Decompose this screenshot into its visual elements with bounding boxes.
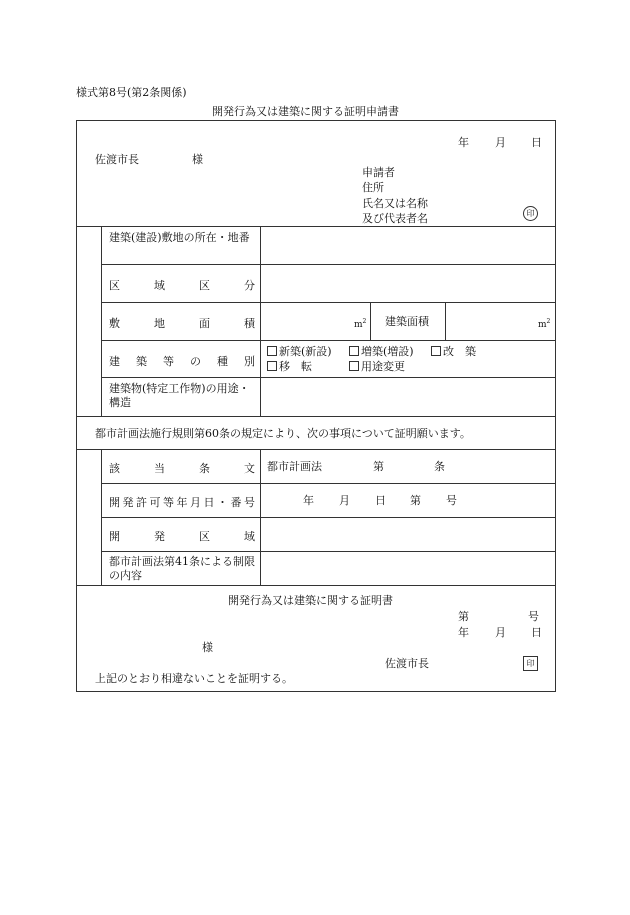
permit-date-number-label: 開 発 許 可 等 年 月 日 ・ 番 号 <box>109 496 255 509</box>
date-month[interactable]: 月 <box>495 136 506 149</box>
type-option-rebuild[interactable]: 改 築 <box>431 345 476 358</box>
applicant-label: 申請者 <box>362 166 395 179</box>
type-option-extension[interactable]: 増築(増設) <box>349 345 414 358</box>
certificate-number-suffix: 号 <box>528 610 539 623</box>
zone-division-label: 区 域 区 分 <box>109 279 255 292</box>
applicant-name-line2[interactable]: 及び代表者名 <box>362 212 428 225</box>
permit-number-prefix[interactable]: 第 <box>410 494 421 507</box>
form-title: 開発行為又は建築に関する証明申請書 <box>212 105 399 118</box>
certificate-addressee-honorific: 様 <box>202 641 213 654</box>
date-year[interactable]: 年 <box>458 136 469 149</box>
statement-text: 都市計画法施行規則第60条の規定により、次の事項について証明願います。 <box>95 427 471 440</box>
certificate-day: 日 <box>531 626 542 639</box>
issuer-seal: 印 <box>523 656 538 671</box>
certificate-issuer: 佐渡市長 <box>385 657 429 670</box>
type-option-new[interactable]: 新築(新設) <box>267 345 332 358</box>
application-form <box>76 120 556 692</box>
certificate-title: 開発行為又は建築に関する証明書 <box>228 594 393 607</box>
article-number-suffix[interactable]: 条 <box>434 460 445 473</box>
building-area-label: 建築面積 <box>385 315 429 328</box>
building-area-unit: $m^2$ <box>538 318 551 330</box>
article-law-name: 都市計画法 <box>267 460 322 473</box>
form-number: 様式第8号(第2条関係) <box>76 86 187 99</box>
applicant-seal: 印 <box>523 206 538 221</box>
development-area-label: 開 発 区 域 <box>109 530 255 543</box>
permit-year[interactable]: 年 <box>303 494 314 507</box>
checkbox-rebuild[interactable] <box>431 346 441 356</box>
type-option-usage-change[interactable]: 用途変更 <box>349 360 405 373</box>
certificate-month: 月 <box>495 626 506 639</box>
type-option-relocation[interactable]: 移 転 <box>267 360 312 373</box>
site-area-label: 敷 地 面 積 <box>109 317 255 330</box>
applicant-address[interactable]: 住所 <box>362 181 384 194</box>
permit-month[interactable]: 月 <box>339 494 350 507</box>
applicable-article-label: 該 当 条 文 <box>109 462 255 475</box>
permit-day[interactable]: 日 <box>375 494 386 507</box>
site-location-label: 建築(建設)敷地の所在・地番 <box>109 231 250 244</box>
checkbox-relocation[interactable] <box>267 361 277 371</box>
applicant-name-line1[interactable]: 氏名又は名称 <box>362 197 428 210</box>
addressee-name: 佐渡市長 <box>95 153 139 166</box>
restriction-label: 都市計画法第41条による制限の内容 <box>109 555 255 582</box>
construction-type-label: 建 築 等 の 種 別 <box>109 355 255 368</box>
site-area-unit: $m^2$ <box>354 318 367 330</box>
certificate-number-prefix: 第 <box>458 610 469 623</box>
certify-text: 上記のとおり相違ないことを証明する。 <box>95 672 293 685</box>
certificate-year: 年 <box>458 626 469 639</box>
checkbox-usage-change[interactable] <box>349 361 359 371</box>
date-day[interactable]: 日 <box>531 136 542 149</box>
usage-structure-label: 建築物(特定工作物)の用途・構造 <box>109 382 250 409</box>
checkbox-new[interactable] <box>267 346 277 356</box>
addressee-honorific: 様 <box>192 153 203 166</box>
article-number-prefix[interactable]: 第 <box>373 460 384 473</box>
permit-number-suffix[interactable]: 号 <box>446 494 457 507</box>
checkbox-extension[interactable] <box>349 346 359 356</box>
